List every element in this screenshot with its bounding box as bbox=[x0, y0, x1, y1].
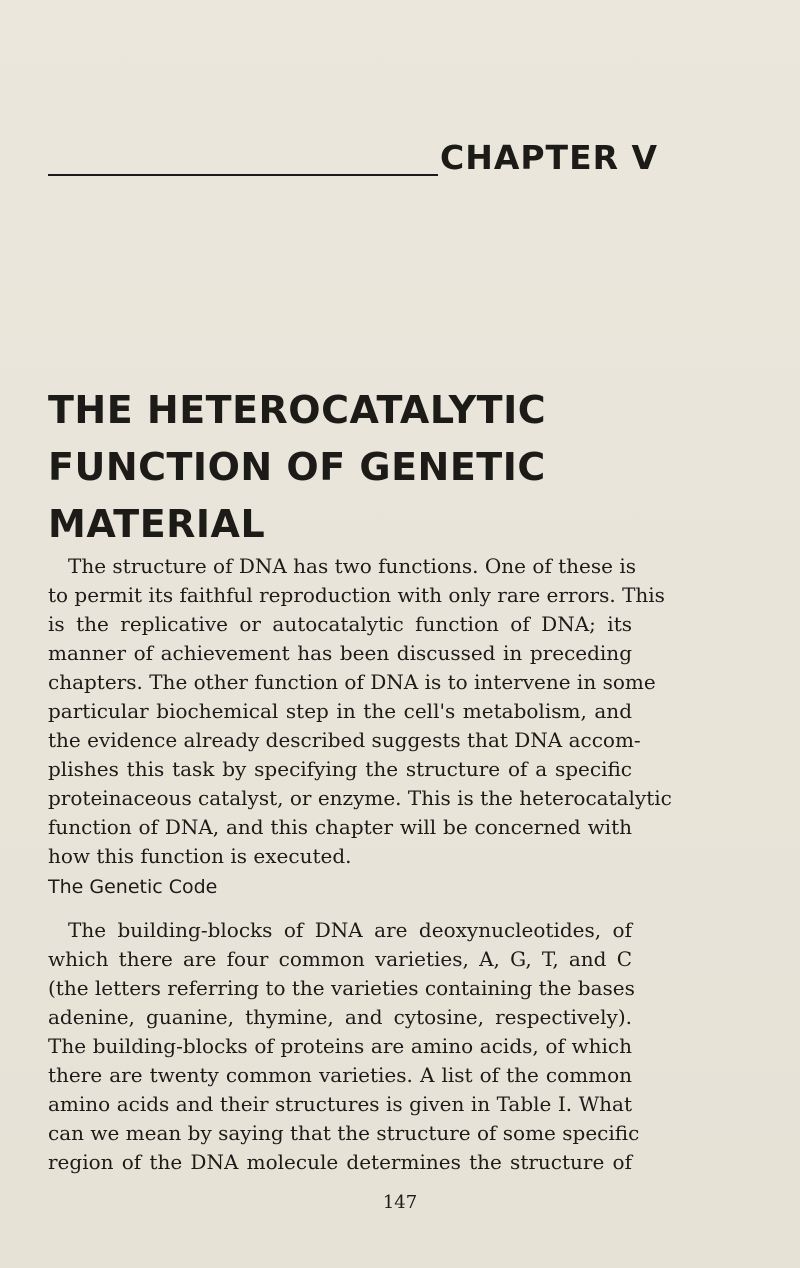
text-line: function of DNA, and this chapter will be concerned with bbox=[48, 815, 632, 839]
text-line: plishes this task by specifying the structure of a specific bbox=[48, 757, 632, 781]
text-line: particular biochemical step in the cell's metabolism, and bbox=[48, 699, 632, 723]
text-line: proteinaceous catalyst, or enzyme. This is the heterocatalytic bbox=[48, 786, 672, 810]
text-line: how this function is executed. bbox=[48, 844, 352, 868]
text-line: the evidence already described suggests that DNA accom- bbox=[48, 728, 641, 752]
text-line: adenine, guanine, thymine, and cytosine, respectively). bbox=[48, 1005, 632, 1029]
genetic-code-paragraph bbox=[48, 916, 640, 1177]
text-line: The structure of DNA has two functions. One of these is bbox=[68, 554, 636, 578]
chapter-title bbox=[48, 382, 688, 553]
text-line: The building-blocks of DNA are deoxynucleotides, of bbox=[68, 918, 632, 942]
text-line: is the replicative or autocatalytic function of DNA; its bbox=[48, 612, 632, 636]
text-line: can we mean by saying that the structure of some specific bbox=[48, 1121, 640, 1145]
text-line: there are twenty common varieties. A list of the common bbox=[48, 1063, 632, 1087]
chapter-title-line: FUNCTION OF GENETIC bbox=[48, 445, 546, 489]
chapter-label: CHAPTER V bbox=[440, 138, 659, 177]
chapter-title-line: MATERIAL bbox=[48, 502, 266, 546]
text-line: The building-blocks of proteins are amino acids, of which bbox=[48, 1034, 632, 1058]
intro-paragraph bbox=[48, 552, 672, 871]
text-line: which there are four common varieties, A, G, T, and C bbox=[48, 947, 632, 971]
chapter-title-line: THE HETEROCATALYTIC bbox=[48, 388, 547, 432]
text-line: region of the DNA molecule determines the structure of bbox=[48, 1150, 632, 1174]
text-line: amino acids and their structures is given in Table I. What bbox=[48, 1092, 632, 1116]
text-line: chapters. The other function of DNA is to intervene in some bbox=[48, 670, 656, 694]
page-number: 147 bbox=[382, 1192, 418, 1213]
section-heading: The Genetic Code bbox=[48, 876, 218, 898]
chapter-rule bbox=[48, 174, 438, 176]
text-line: to permit its faithful reproduction with only rare errors. This bbox=[48, 583, 665, 607]
text-line: manner of achievement has been discussed in preceding bbox=[48, 641, 632, 665]
text-line: (the letters referring to the varieties containing the bases bbox=[48, 976, 635, 1000]
